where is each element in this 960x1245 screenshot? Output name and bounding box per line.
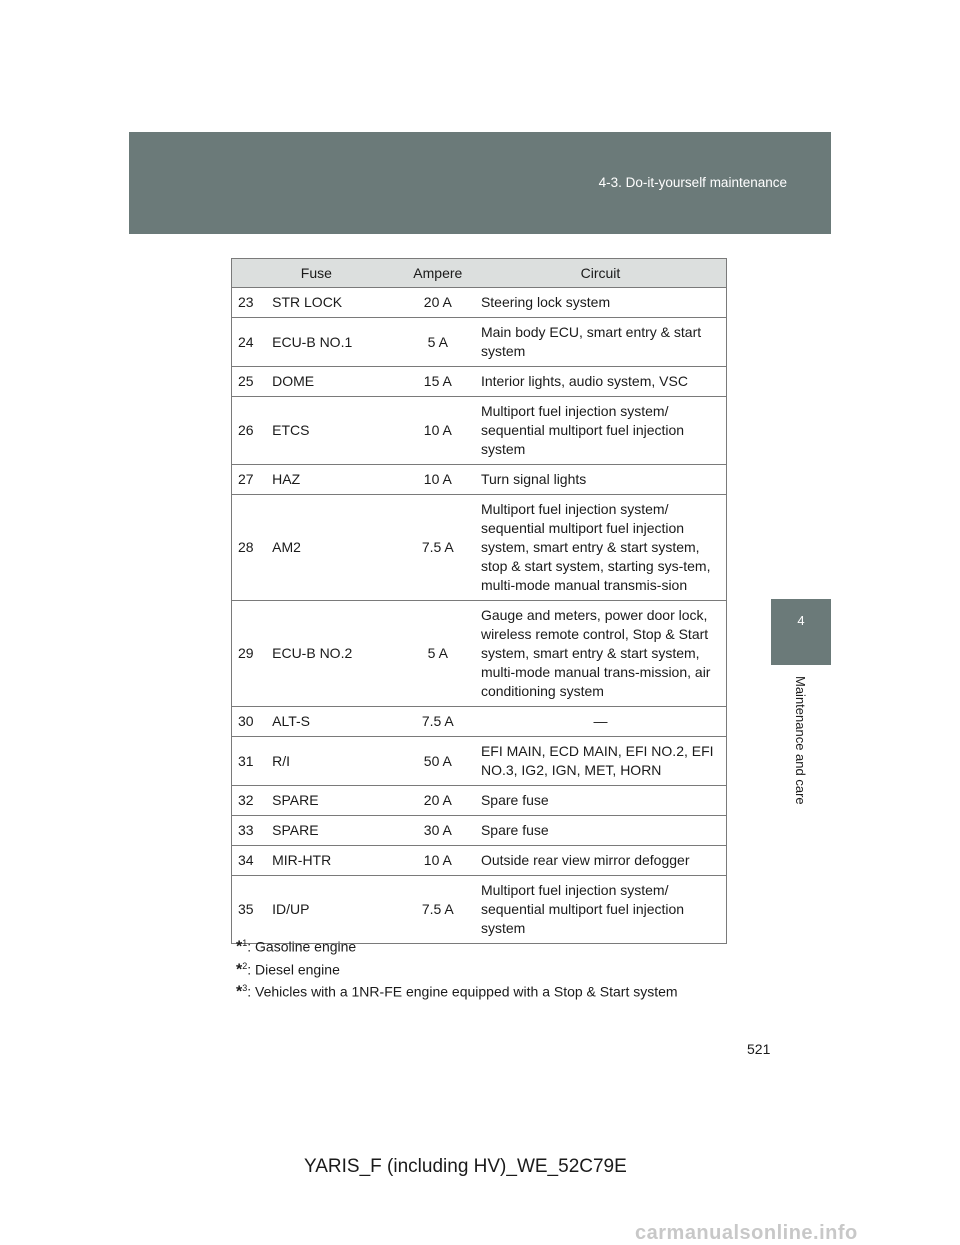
footer-code: YARIS_F (including HV)_WE_52C79E bbox=[304, 1156, 627, 1177]
footnote-text: : Gasoline engine bbox=[247, 938, 357, 955]
table-row bbox=[232, 816, 727, 846]
fuse-circuit: Spare fuse bbox=[475, 816, 727, 846]
fuse-circuit: Spare fuse bbox=[475, 786, 727, 816]
section-title: 4-3. Do-it-yourself maintenance bbox=[598, 175, 787, 190]
fuse-ampere: 50 A bbox=[401, 737, 475, 786]
header-fuse: Fuse bbox=[232, 259, 401, 288]
table-row bbox=[232, 707, 727, 737]
table-row bbox=[232, 786, 727, 816]
fuse-number: 23 bbox=[232, 288, 267, 318]
fuse-ampere: 10 A bbox=[401, 846, 475, 876]
fuse-name: DOME bbox=[266, 367, 401, 397]
fuse-number: 34 bbox=[232, 846, 267, 876]
fuse-ampere: 30 A bbox=[401, 816, 475, 846]
fuse-name: MIR-HTR bbox=[266, 846, 401, 876]
fuse-number: 27 bbox=[232, 465, 267, 495]
fuse-number: 28 bbox=[232, 495, 267, 601]
fuse-ampere: 10 A bbox=[401, 465, 475, 495]
table-row bbox=[232, 846, 727, 876]
fuse-circuit: EFI MAIN, ECD MAIN, EFI NO.2, EFI NO.3, IG2, IGN, MET, HORN bbox=[475, 737, 727, 786]
fuse-circuit: Multiport fuel injection system/ sequential multiport fuel injection system bbox=[475, 397, 727, 465]
fuse-name: HAZ bbox=[266, 465, 401, 495]
footnote bbox=[236, 934, 678, 957]
fuse-ampere: 20 A bbox=[401, 288, 475, 318]
fuse-ampere: 5 A bbox=[401, 318, 475, 367]
table-row bbox=[232, 318, 727, 367]
footnote bbox=[236, 957, 678, 980]
table-header-row bbox=[232, 259, 727, 288]
fuse-name: SPARE bbox=[266, 786, 401, 816]
fuse-circuit: Gauge and meters, power door lock, wireless remote control, Stop & Start system, smart entry & start system, multi-mode manual trans-mission, air conditioning system bbox=[475, 601, 727, 707]
footnote-marker: * bbox=[236, 938, 243, 956]
fuse-circuit: Turn signal lights bbox=[475, 465, 727, 495]
fuse-number: 35 bbox=[232, 876, 267, 944]
fuse-ampere: 20 A bbox=[401, 786, 475, 816]
fuse-name: STR LOCK bbox=[266, 288, 401, 318]
fuse-number: 30 bbox=[232, 707, 267, 737]
footnote-text: : Diesel engine bbox=[247, 961, 340, 978]
footnote-text: : Vehicles with a 1NR-FE engine equipped with a Stop & Start system bbox=[247, 983, 678, 1000]
fuse-circuit: Interior lights, audio system, VSC bbox=[475, 367, 727, 397]
fuse-ampere: 7.5 A bbox=[401, 495, 475, 601]
fuse-number: 24 bbox=[232, 318, 267, 367]
fuse-number: 25 bbox=[232, 367, 267, 397]
fuse-name: ALT-S bbox=[266, 707, 401, 737]
fuse-name: ECU-B NO.1 bbox=[266, 318, 401, 367]
footnotes bbox=[236, 934, 678, 1002]
fuse-name: ECU-B NO.2 bbox=[266, 601, 401, 707]
footnote bbox=[236, 979, 678, 1002]
fuse-circuit: Main body ECU, smart entry & start system bbox=[475, 318, 727, 367]
watermark[interactable]: carmanualsonline.info bbox=[635, 1222, 858, 1244]
fuse-ampere: 5 A bbox=[401, 601, 475, 707]
fuse-table bbox=[231, 258, 727, 944]
fuse-name: AM2 bbox=[266, 495, 401, 601]
fuse-circuit: Multiport fuel injection system/ sequential multiport fuel injection system, smart entry & start system, stop & start system, starting sys-tem, multi-mode manual transmis-sion bbox=[475, 495, 727, 601]
fuse-ampere: 10 A bbox=[401, 397, 475, 465]
footnote-marker: * bbox=[236, 983, 243, 1001]
footnote-index: 3 bbox=[242, 983, 248, 994]
fuse-number: 31 bbox=[232, 737, 267, 786]
fuse-number: 26 bbox=[232, 397, 267, 465]
chapter-tab[interactable] bbox=[771, 599, 831, 665]
chapter-number: 4 bbox=[797, 613, 805, 628]
fuse-circuit: — bbox=[475, 707, 727, 737]
fuse-name: ID/UP bbox=[266, 876, 401, 944]
fuse-ampere: 15 A bbox=[401, 367, 475, 397]
table-row bbox=[232, 465, 727, 495]
fuse-ampere: 7.5 A bbox=[401, 707, 475, 737]
header-band bbox=[129, 132, 831, 234]
header-ampere: Ampere bbox=[401, 259, 475, 288]
fuse-circuit: Multiport fuel injection system/ sequential multiport fuel injection system bbox=[475, 876, 727, 944]
fuse-circuit: Steering lock system bbox=[475, 288, 727, 318]
fuse-name: SPARE bbox=[266, 816, 401, 846]
fuse-number: 32 bbox=[232, 786, 267, 816]
header-circuit: Circuit bbox=[475, 259, 727, 288]
table-row bbox=[232, 288, 727, 318]
fuse-name: R/I bbox=[266, 737, 401, 786]
chapter-label: Maintenance and care bbox=[793, 676, 808, 805]
fuse-name: ETCS bbox=[266, 397, 401, 465]
table-row bbox=[232, 367, 727, 397]
fuse-number: 33 bbox=[232, 816, 267, 846]
table-row bbox=[232, 737, 727, 786]
page-number: 521 bbox=[747, 1041, 771, 1057]
fuse-ampere: 7.5 A bbox=[401, 876, 475, 944]
footnote-index: 1 bbox=[242, 938, 248, 948]
table-row bbox=[232, 495, 727, 601]
footnote-marker: * bbox=[236, 961, 243, 979]
fuse-circuit: Outside rear view mirror defogger bbox=[475, 846, 727, 876]
fuse-number: 29 bbox=[232, 601, 267, 707]
table-row bbox=[232, 601, 727, 707]
footnote-index: 2 bbox=[242, 960, 248, 971]
table-row bbox=[232, 397, 727, 465]
